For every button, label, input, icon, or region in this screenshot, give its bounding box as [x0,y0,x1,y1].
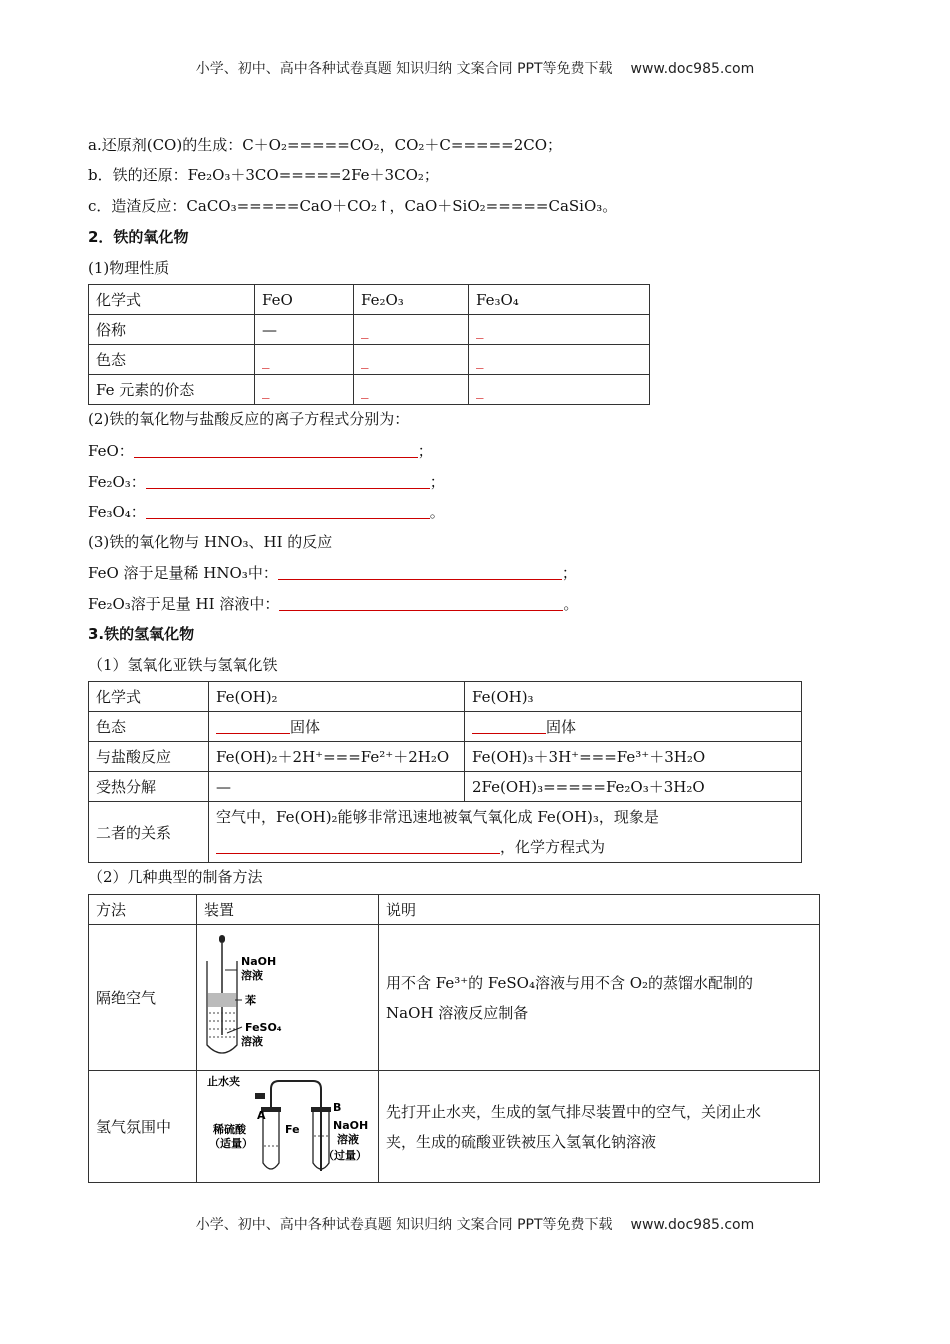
label-leader [227,1027,242,1033]
eq-label: Fe₂O₃： [88,473,146,491]
eq-feo [88,440,433,461]
hyd-hcl-feoh3: Fe(OH)₃＋3H⁺===Fe³⁺＋3H₂O [465,742,802,772]
eq-fe3o4 [88,501,445,522]
subsection-physical: (1)物理性质 [88,259,170,277]
page-header [0,58,950,78]
label-solution: 溶液 [337,1133,359,1146]
answer-blank[interactable] [134,443,418,458]
subsection-hydroxides: （1）氢氧化亚铁与氢氧化铁 [88,656,278,674]
subsection-hno3-hi: (3)铁的氧化物与 HNO₃、HI 的反应 [88,533,333,551]
eq-label: FeO： [88,442,134,460]
hyd-heat-label: 受热分解 [89,772,209,802]
relation-suffix: ，化学方程式为 [500,838,606,856]
oxide-blank[interactable]: _ [255,375,354,405]
label-feso4: FeSO₄ [245,1021,282,1034]
subsection-prep: （2）几种典型的制备方法 [88,868,263,886]
eq-punct: 。 [563,595,579,613]
subsection-hcl: (2)铁的氧化物与盐酸反应的离子方程式分别为： [88,410,410,428]
hyd-color-feoh3 [465,712,802,742]
hydroxide-table [88,681,802,863]
hyd-heat-feoh3: 2Fe(OH)₃=====Fe₂O₃＋3H₂O [465,772,802,802]
reaction-b: b．铁的还原：Fe₂O₃＋3CO=====2Fe＋3CO₂； [88,166,439,184]
oxide-cell: Fe 元素的价态 [89,375,255,405]
label-acid: 稀硫酸 [213,1123,246,1136]
oxide-cell: — [255,315,354,345]
method-hydrogen: 氢气氛围中 [89,1071,197,1183]
label-benzene: 苯 [245,994,256,1007]
oxide-blank[interactable]: _ [255,345,354,375]
reaction-c: c．造渣反应：CaCO₃=====CaO＋CO₂↑，CaO＋SiO₂=====CaSiO₃。 [88,197,618,215]
label-b: B [333,1101,342,1114]
oxide-blank[interactable]: _ [354,315,469,345]
relation-line-1: 空气中，Fe(OH)₂能够非常迅速地被氧气氧化成 Fe(OH)₃，现象是 [216,808,659,826]
stopper-b [311,1107,331,1112]
answer-blank[interactable] [278,565,562,580]
benzene-layer [208,993,236,1007]
device-figure-1 [197,925,379,1071]
section-3-title: 3.铁的氢氧化物 [88,625,195,643]
header-text: 小学、初中、高中各种试卷真题 知识归纳 文案合同 PPT等免费下载 [195,61,613,77]
reaction-a: a.还原剂(CO)的生成：C＋O₂=====CO₂，CO₂＋C=====2CO； [88,136,563,154]
method-header-device: 装置 [197,895,379,925]
oxide-blank[interactable]: _ [469,375,650,405]
header-url[interactable]: www.doc985.com [630,61,755,77]
oxide-blank[interactable]: _ [469,315,650,345]
method-header-desc: 说明 [379,895,820,925]
eq-label: FeO 溶于足量稀 HNO₃中： [88,564,278,582]
test-tube-diagram [197,925,378,1066]
oxide-header-fe3o4: Fe₃O₄ [469,285,650,315]
method-header-method: 方法 [89,895,197,925]
oxide-cell: 色态 [89,345,255,375]
oxide-header-fe2o3: Fe₂O₃ [354,285,469,315]
eq-punct: ； [417,442,433,460]
label-acid-amount: （适量） [209,1137,253,1150]
hyd-header-formula: 化学式 [89,682,209,712]
answer-blank[interactable] [279,596,563,611]
eq-punct: ； [561,564,577,582]
hydrogen-apparatus-diagram [197,1071,378,1178]
device-figure-2 [197,1071,379,1183]
answer-blank[interactable] [146,474,430,489]
label-clamp: 止水夹 [207,1075,240,1088]
oxide-blank[interactable]: _ [354,345,469,375]
hyd-color-label: 色态 [89,712,209,742]
hyd-color-feoh2 [209,712,465,742]
oxide-cell: 俗称 [89,315,255,345]
oxide-blank[interactable]: _ [469,345,650,375]
method-table [88,894,820,1183]
answer-blank[interactable] [216,719,290,734]
oxide-blank[interactable]: _ [354,375,469,405]
solid-text: 固体 [290,718,321,736]
desc-line: NaOH 溶液反应制备 [386,1003,529,1022]
page-footer [0,1214,950,1234]
desc-line: 用不含 Fe³⁺的 FeSO₄溶液与用不含 O₂的蒸馏水配制的 [386,973,754,992]
label-solution-2: 溶液 [241,1035,263,1048]
section-2-title: 2．铁的氧化物 [88,228,189,246]
dropper-bulb-icon [219,935,225,943]
oxide-table [88,284,650,405]
label-a: A [257,1109,266,1122]
footer-text: 小学、初中、高中各种试卷真题 知识归纳 文案合同 PPT等免费下载 [195,1217,613,1233]
hyd-relation-label: 二者的关系 [89,802,209,863]
answer-blank[interactable] [216,839,500,854]
eq-punct: ； [429,473,445,491]
relation-line-2 [216,832,794,862]
method-desc-1 [379,925,820,1071]
label-fe: Fe [285,1123,300,1136]
eq-punct: 。 [429,503,445,521]
method-desc-2 [379,1071,820,1183]
eq-feo-hno3 [88,562,577,583]
eq-fe2o3 [88,471,445,492]
clamp-icon [255,1093,265,1099]
hyd-header-feoh3: Fe(OH)₃ [465,682,802,712]
hyd-header-feoh2: Fe(OH)₂ [209,682,465,712]
solid-text: 固体 [546,718,577,736]
oxide-header-feo: FeO [255,285,354,315]
method-isolate-air: 隔绝空气 [89,925,197,1071]
answer-blank[interactable] [472,719,546,734]
hyd-hcl-label: 与盐酸反应 [89,742,209,772]
label-solution: 溶液 [241,969,263,982]
desc-line: 夹，生成的硫酸亚铁被压入氢氧化钠溶液 [386,1132,657,1151]
hyd-relation-text [209,802,802,863]
eq-label: Fe₃O₄： [88,503,146,521]
hyd-heat-feoh2: — [209,772,465,802]
desc-line: 先打开止水夹，生成的氢气排尽装置中的空气，关闭止水 [386,1102,762,1121]
label-excess: （过量） [323,1149,367,1162]
label-naoh: NaOH [241,955,277,968]
hyd-hcl-feoh2: Fe(OH)₂＋2H⁺===Fe²⁺＋2H₂O [209,742,465,772]
answer-blank[interactable] [146,504,430,519]
footer-url[interactable]: www.doc985.com [630,1217,755,1233]
eq-label: Fe₂O₃溶于足量 HI 溶液中： [88,595,280,613]
label-naoh: NaOH [333,1119,369,1132]
eq-fe2o3-hi [88,593,578,614]
oxide-header-formula: 化学式 [89,285,255,315]
